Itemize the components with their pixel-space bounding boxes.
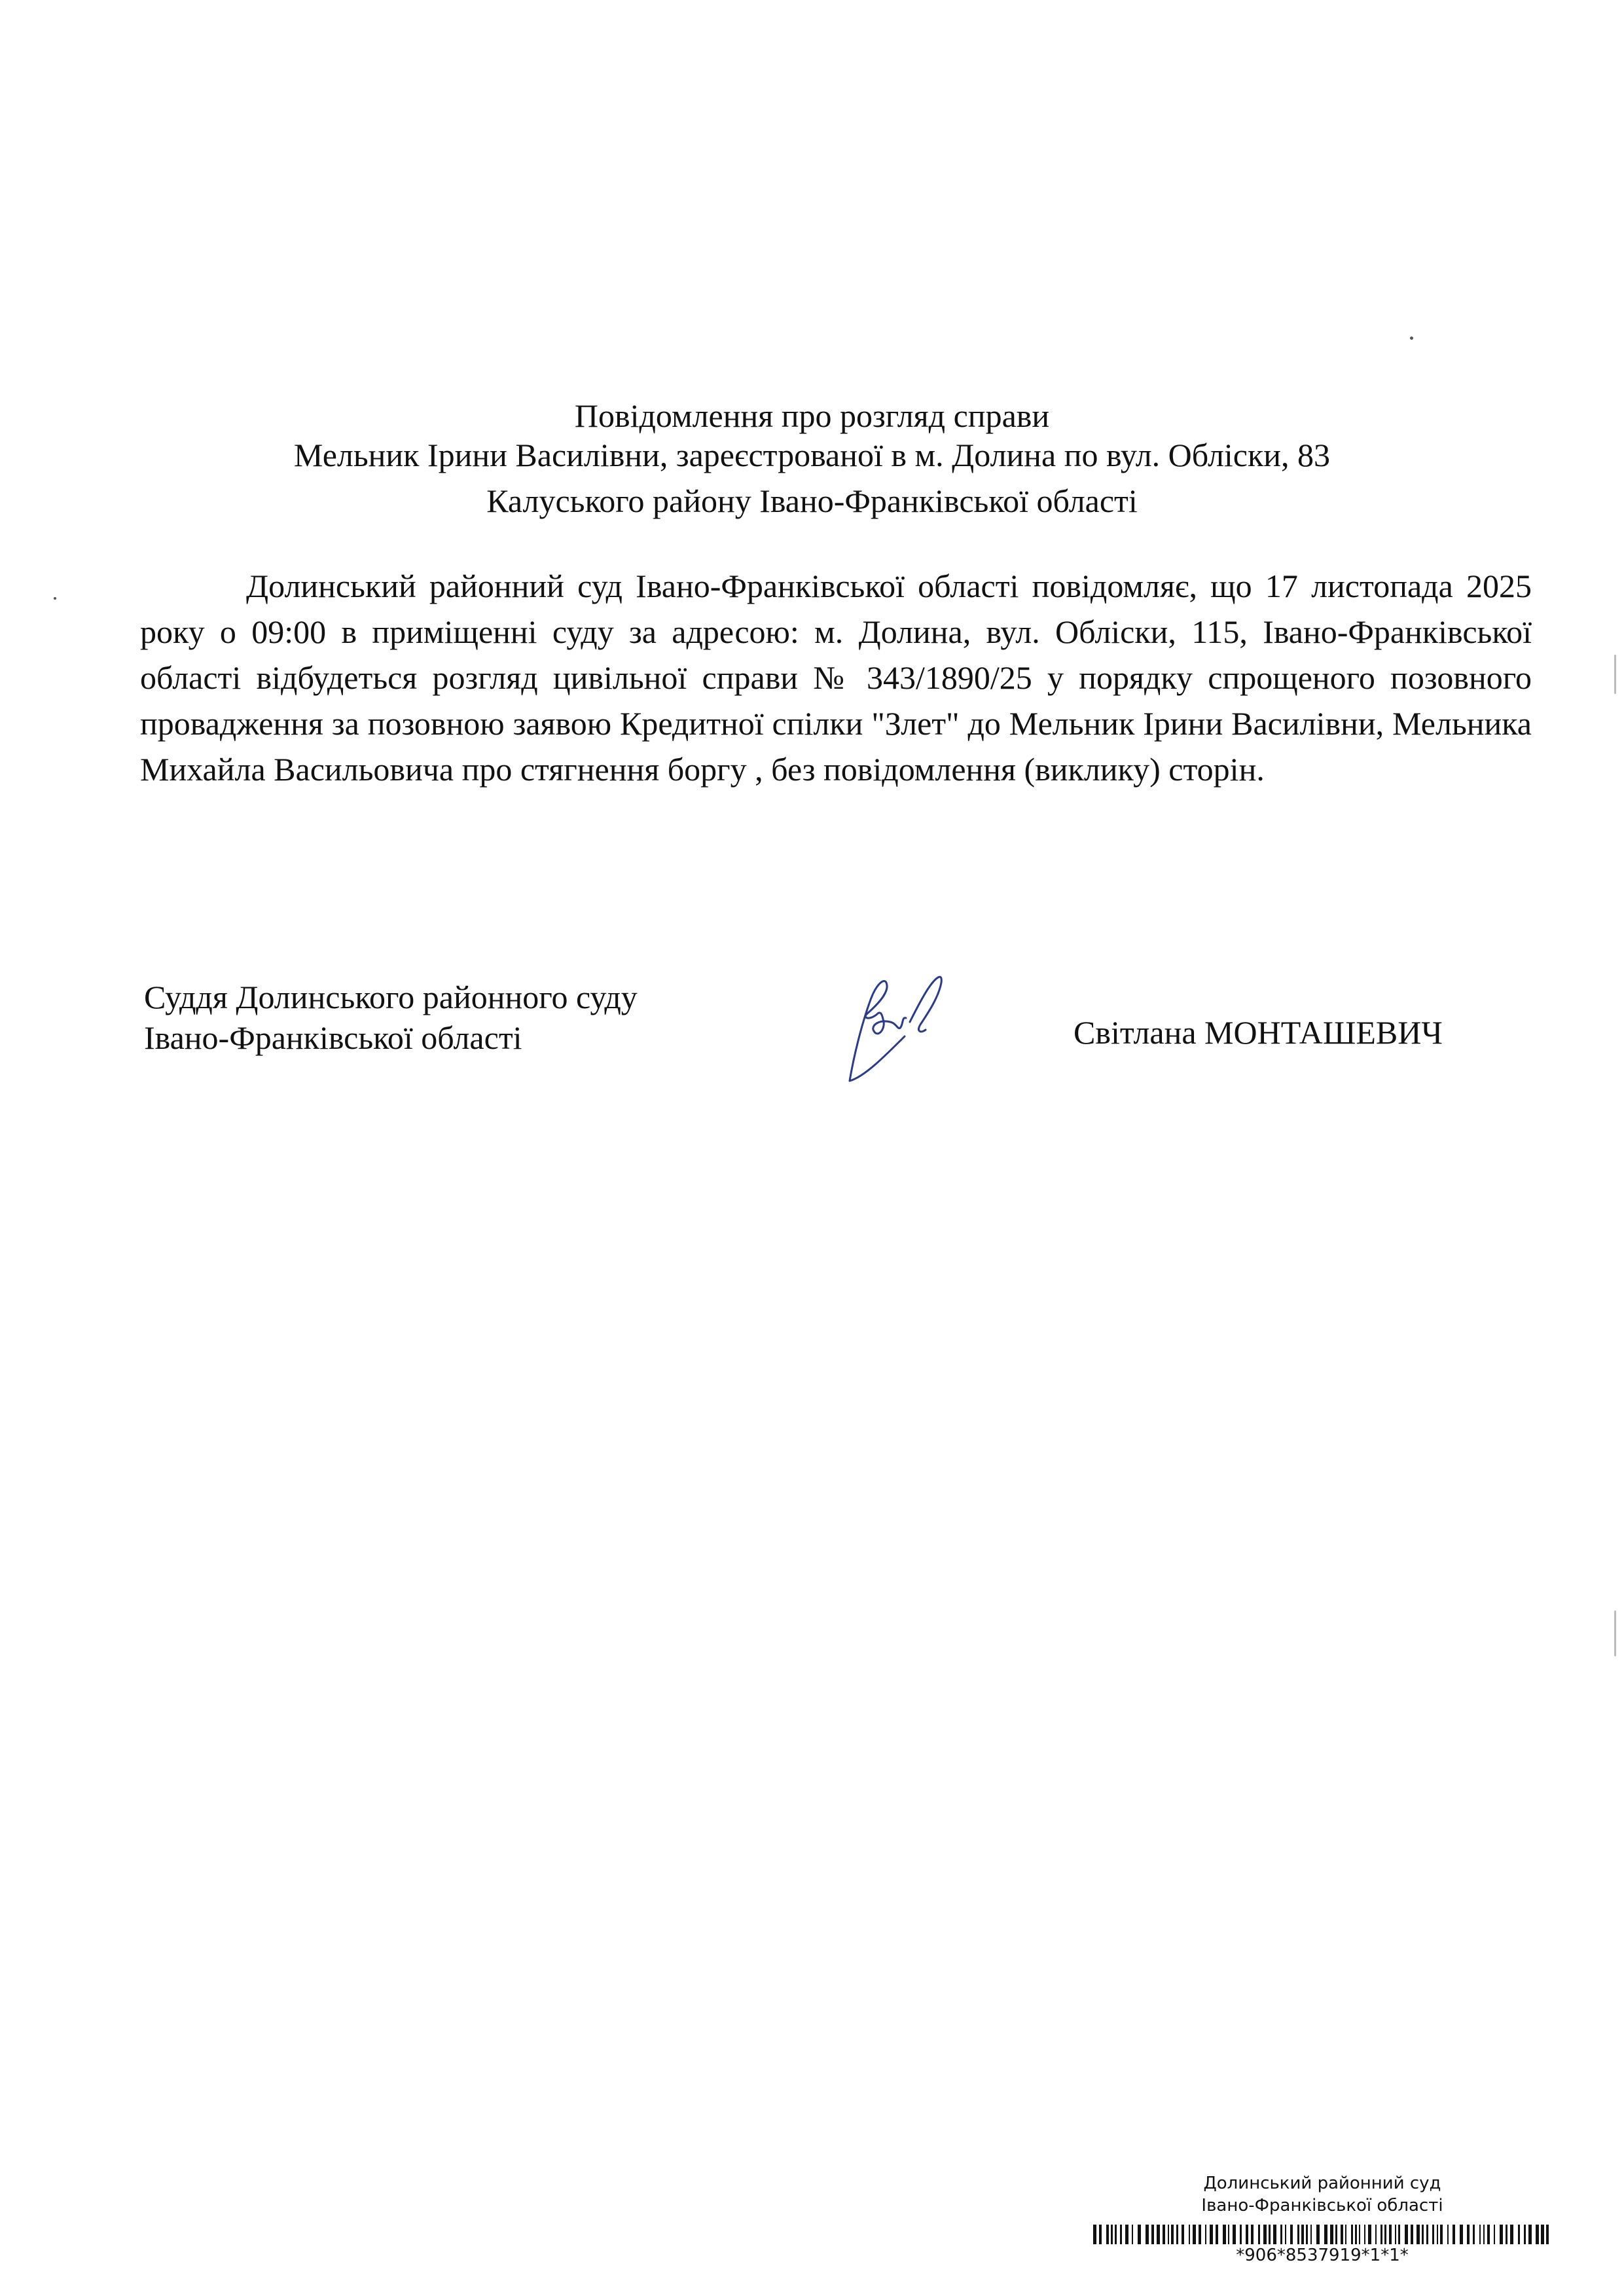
barcode-bar (1479, 2225, 1481, 2244)
scan-edge-mark (1614, 1611, 1616, 1656)
barcode-bar (1223, 2225, 1226, 2244)
barcode-bar (1285, 2225, 1286, 2244)
barcode-bar (1115, 2225, 1117, 2244)
barcode-bar (1193, 2225, 1196, 2244)
barcode-bar (1364, 2225, 1365, 2244)
barcode-bar (1506, 2225, 1507, 2244)
barcode-bar (1335, 2225, 1337, 2244)
barcode-bar (1440, 2225, 1443, 2244)
barcode-bar (1494, 2225, 1495, 2244)
barcode-bar (1273, 2225, 1276, 2244)
barcode-bar (1151, 2225, 1154, 2244)
barcode-bar (1426, 2225, 1428, 2244)
barcode-bar (1111, 2225, 1113, 2244)
barcode-bar (1460, 2225, 1463, 2244)
barcode-bar (1500, 2225, 1503, 2244)
barcode-bar (1199, 2225, 1201, 2244)
barcode-bar (1182, 2225, 1184, 2244)
scan-speck (54, 597, 56, 600)
barcode-bar (1324, 2225, 1327, 2244)
barcode-bar (1125, 2225, 1128, 2244)
barcode-bar (1316, 2225, 1320, 2244)
barcode-bar (1368, 2225, 1371, 2244)
registration-stamp (1087, 2172, 1558, 2294)
barcode-bar (1380, 2225, 1382, 2244)
barcode-bar (1473, 2225, 1475, 2244)
barcode-bar (1146, 2225, 1149, 2244)
barcode-bar (1132, 2225, 1133, 2244)
scan-edge-mark (1614, 655, 1616, 694)
barcode-bar (1297, 2225, 1299, 2244)
barcode-bar (1301, 2225, 1304, 2244)
barcode-bar (1546, 2225, 1549, 2244)
barcode-bar (1280, 2225, 1282, 2244)
barcode-bar (1189, 2225, 1190, 2244)
barcode-bar (1411, 2225, 1413, 2244)
barcode-bar (1524, 2225, 1526, 2244)
barcode-bar (1467, 2225, 1470, 2244)
barcode-bar (1432, 2225, 1434, 2244)
barcode-bar (1518, 2225, 1520, 2244)
barcode (1093, 2225, 1551, 2244)
barcode-bar (1269, 2225, 1271, 2244)
barcode-bar (1138, 2225, 1141, 2244)
notice-body: Долинський районний суд Івано-Франківської області повідомляє, що 17 листопада 2025 року о 09:00 в приміщенні суду за адресою: м. Долина, вул. Обліски, 115, Івано-Франківської області відбудеться розгляд цивільної справи № 343/1890/25 у порядку спрощеного позовного провадження за позовною заявою Кредитної спілки "Злет" до Мельник Ірини Василівни, Мельника Михайла Васильовича про стягнення боргу , без повідомлення (виклику) сторін. (140, 568, 1532, 788)
judge-name: Світлана МОНТАШЕВИЧ (1074, 1014, 1443, 1051)
barcode-bar (1398, 2225, 1400, 2244)
barcode-bar (1541, 2225, 1544, 2244)
judge-position-line-1: Суддя Долинського районного суду (144, 979, 638, 1015)
signature-stroke (850, 977, 941, 1081)
barcode-bar (1106, 2225, 1109, 2244)
barcode-bar (1306, 2225, 1308, 2244)
barcode-bar (1099, 2225, 1102, 2244)
judge-position (144, 977, 638, 1058)
barcode-bar (1171, 2225, 1174, 2244)
barcode-bar (1422, 2225, 1424, 2244)
barcode-bar (1453, 2225, 1455, 2244)
barcode-bar (1355, 2225, 1357, 2244)
barcode-bar (1216, 2225, 1218, 2244)
barcode-bar (1416, 2225, 1420, 2244)
barcode-bar (1120, 2225, 1122, 2244)
barcode-bar (1163, 2225, 1165, 2244)
barcode-bar (1405, 2225, 1408, 2244)
barcode-bar (1528, 2225, 1532, 2244)
stamp-court-line-2: Івано-Франківської області (1201, 2196, 1443, 2215)
barcode-bar (1290, 2225, 1293, 2244)
scan-speck (1410, 337, 1413, 340)
barcode-number: *906*8537919*1*1* (1236, 2246, 1409, 2265)
barcode-bar (1228, 2225, 1229, 2244)
stamp-court-line-1: Долинський районний суд (1203, 2174, 1441, 2193)
notice-title: Повідомлення про розгляд справи (574, 397, 1050, 434)
barcode-bar (1251, 2225, 1254, 2244)
barcode-bar (1310, 2225, 1312, 2244)
barcode-bar (1176, 2225, 1178, 2244)
barcode-bar (1258, 2225, 1260, 2244)
barcode-bar (1536, 2225, 1539, 2244)
barcode-bar (1233, 2225, 1236, 2244)
notice-subject-line-1: Мельник Ірини Василівни, зареєстрованої в м. Долина по вул. Обліски, 83 (293, 437, 1331, 473)
barcode-bar (1351, 2225, 1353, 2244)
barcode-bar (1168, 2225, 1169, 2244)
barcode-bar (1375, 2225, 1377, 2244)
barcode-bar (1510, 2225, 1513, 2244)
barcode-bar (1157, 2225, 1160, 2244)
notice-subject-line-2: Калуського району Івано-Франківської області (486, 482, 1138, 519)
handwritten-signature (838, 959, 995, 1090)
barcode-bar (1389, 2225, 1392, 2244)
barcode-bar (1240, 2225, 1242, 2244)
barcode-bar (1093, 2225, 1096, 2244)
barcode-bar (1359, 2225, 1360, 2244)
barcode-bar (1205, 2225, 1206, 2244)
barcode-bar (1341, 2225, 1343, 2244)
barcode-bar (1246, 2225, 1248, 2244)
barcode-bar (1437, 2225, 1438, 2244)
barcode-bar (1384, 2225, 1386, 2244)
barcode-bar (1447, 2225, 1449, 2244)
barcode-bar (1395, 2225, 1396, 2244)
judge-position-line-2: Івано-Франківської області (144, 1019, 522, 1056)
barcode-bar (1263, 2225, 1267, 2244)
barcode-bar (1483, 2225, 1485, 2244)
barcode-bar (1210, 2225, 1213, 2244)
barcode-bar (1487, 2225, 1490, 2244)
barcode-bar (1330, 2225, 1333, 2244)
barcode-bar (1345, 2225, 1346, 2244)
